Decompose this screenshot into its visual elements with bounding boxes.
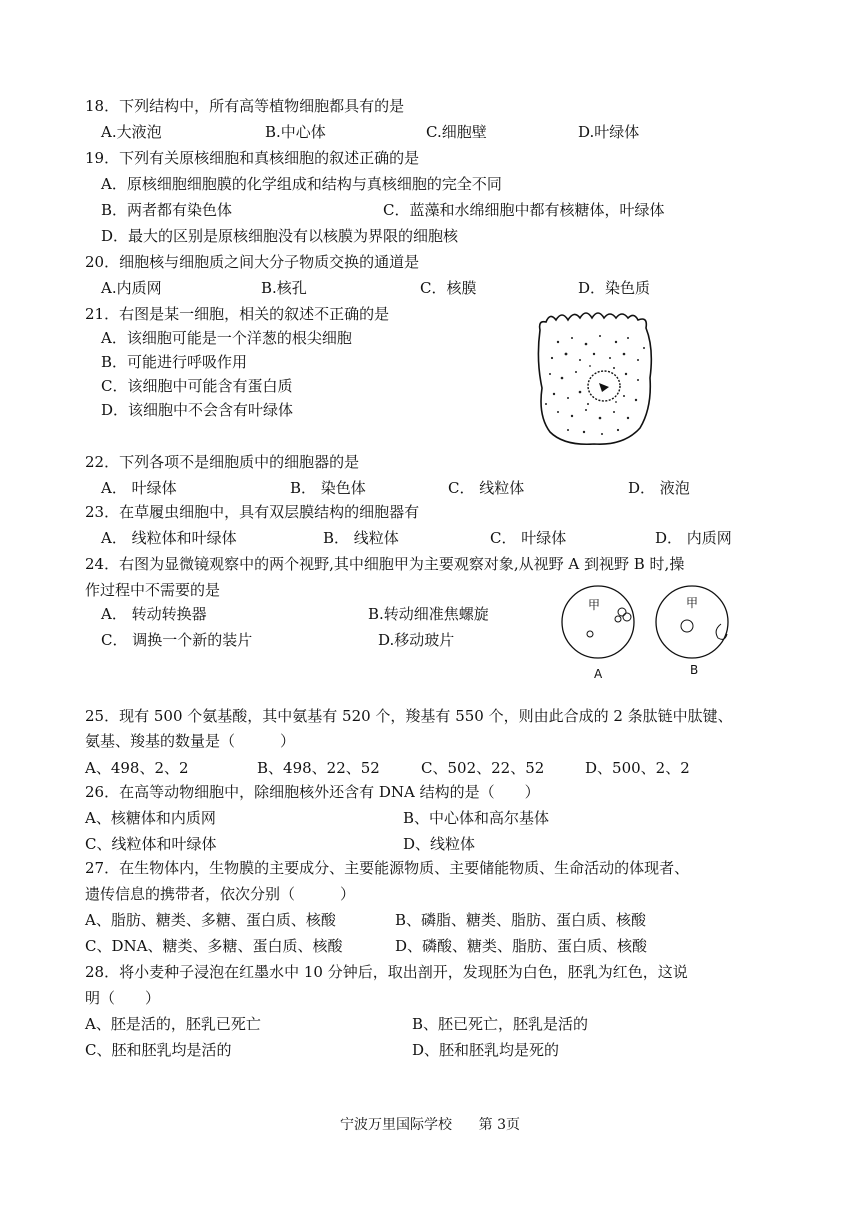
q28-option-b: B、胚已死亡，胚乳是活的 bbox=[412, 1015, 589, 1033]
q27-option-b: B、磷脂、糖类、脂肪、蛋白质、核酸 bbox=[395, 911, 647, 929]
q21-option-c: C．该细胞中可能含有蛋白质 bbox=[101, 377, 293, 395]
q24-stem-line2: 作过程中不需要的是 bbox=[85, 581, 221, 599]
q21-option-b: B．可能进行呼吸作用 bbox=[101, 353, 248, 371]
q28-option-d: D、胚和胚乳均是死的 bbox=[412, 1041, 560, 1059]
q27-option-c: C、DNA、糖类、多糖、蛋白质、核酸 bbox=[85, 937, 343, 955]
q20-option-c: C．核膜 bbox=[420, 279, 477, 297]
field-a-label: A bbox=[594, 667, 603, 681]
q27-option-a: A、脂肪、糖类、多糖、蛋白质、核酸 bbox=[85, 911, 336, 929]
q25-stem-line2: 氨基、羧基的数量是（ ） bbox=[85, 732, 296, 750]
q18-option-c: C.细胞壁 bbox=[426, 123, 487, 141]
q25-stem-line1: 25．现有 500 个氨基酸，其中氨基有 520 个，羧基有 550 个，则由此合成的 2 条肽链中肽键、 bbox=[85, 707, 733, 725]
field-b-label: B bbox=[690, 663, 699, 677]
q20-option-a: A.内质网 bbox=[101, 279, 162, 297]
q18-option-d: D.叶绿体 bbox=[578, 123, 640, 141]
field-b-cell-label: 甲 bbox=[686, 596, 699, 610]
q24-option-c: C． 调换一个新的装片 bbox=[101, 631, 253, 649]
footer-school: 宁波万里国际学校 bbox=[339, 1117, 452, 1133]
cell-figure bbox=[528, 308, 668, 448]
q26-option-a: A、核糖体和内质网 bbox=[85, 809, 216, 827]
q21-option-d: D．该细胞中不会含有叶绿体 bbox=[101, 401, 294, 419]
q22-option-c: C． 线粒体 bbox=[448, 479, 525, 497]
q23-stem: 23．在草履虫细胞中，具有双层膜结构的细胞器有 bbox=[85, 503, 420, 521]
q28-stem-line2: 明（ ） bbox=[85, 989, 161, 1007]
q26-stem: 26．在高等动物细胞中，除细胞核外还含有 DNA 结构的是（ ） bbox=[85, 783, 540, 801]
q19-stem: 19．下列有关原核细胞和真核细胞的叙述正确的是 bbox=[85, 149, 420, 167]
q19-option-d: D．最大的区别是原核细胞没有以核膜为界限的细胞核 bbox=[101, 227, 459, 245]
q25-option-d: D、500、2、2 bbox=[585, 759, 690, 777]
q25-option-a: A、498、2、2 bbox=[85, 759, 189, 777]
q28-option-a: A、胚是活的，胚乳已死亡 bbox=[85, 1015, 261, 1033]
q23-option-c: C． 叶绿体 bbox=[490, 529, 567, 547]
q22-option-b: B． 染色体 bbox=[290, 479, 366, 497]
q22-option-a: A． 叶绿体 bbox=[101, 479, 177, 497]
q24-option-a: A． 转动转换器 bbox=[101, 605, 207, 623]
q19-option-a: A．原核细胞细胞膜的化学组成和结构与真核细胞的完全不同 bbox=[101, 175, 502, 193]
q20-option-d: D．染色质 bbox=[578, 279, 651, 297]
page-footer bbox=[0, 1114, 860, 1134]
q27-option-d: D、磷酸、糖类、脂肪、蛋白质、核酸 bbox=[395, 937, 648, 955]
q18-option-a: A.大液泡 bbox=[101, 123, 162, 141]
q21-option-a: A．该细胞可能是一个洋葱的根尖细胞 bbox=[101, 329, 352, 347]
q28-option-c: C、胚和胚乳均是活的 bbox=[85, 1041, 232, 1059]
q23-option-b: B． 线粒体 bbox=[323, 529, 399, 547]
q25-option-b: B、498、22、52 bbox=[257, 759, 380, 777]
footer-page-number: 第 3页 bbox=[478, 1117, 521, 1133]
q22-option-d: D． 液泡 bbox=[628, 479, 690, 497]
field-a-cell-label: 甲 bbox=[588, 598, 601, 612]
q26-option-c: C、线粒体和叶绿体 bbox=[85, 835, 217, 853]
q26-option-d: D、线粒体 bbox=[403, 835, 476, 853]
q24-option-b: B.转动细准焦螺旋 bbox=[368, 605, 489, 623]
q28-stem-line1: 28．将小麦种子浸泡在红墨水中 10 分钟后，取出剖开，发现胚为白色，胚乳为红色，这说 bbox=[85, 963, 688, 981]
q25-option-c: C、502、22、52 bbox=[421, 759, 545, 777]
q23-option-d: D． 内质网 bbox=[655, 529, 732, 547]
q19-option-b: B．两者都有染色体 bbox=[101, 201, 233, 219]
q22-stem: 22．下列各项不是细胞质中的细胞器的是 bbox=[85, 453, 360, 471]
q27-stem-line2: 遗传信息的携带者，依次分别（ ） bbox=[85, 885, 356, 903]
q20-option-b: B.核孔 bbox=[261, 279, 307, 297]
q27-stem-line1: 27．在生物体内，生物膜的主要成分、主要能源物质、主要储能物质、生命活动的体现者、 bbox=[85, 859, 690, 877]
q23-option-a: A． 线粒体和叶绿体 bbox=[101, 529, 237, 547]
q21-stem: 21．右图是某一细胞，相关的叙述不正确的是 bbox=[85, 305, 390, 323]
q24-option-d: D.移动玻片 bbox=[378, 631, 455, 649]
q18-option-b: B.中心体 bbox=[265, 123, 326, 141]
q26-option-b: B、中心体和高尔基体 bbox=[403, 809, 550, 827]
q24-stem-line1: 24．右图为显微镜观察中的两个视野,其中细胞甲为主要观察对象,从视野 A 到视野 B 时,操 bbox=[85, 555, 685, 573]
q19-option-c: C．蓝藻和水绵细胞中都有核糖体，叶绿体 bbox=[383, 201, 665, 219]
q18-stem: 18．下列结构中，所有高等植物细胞都具有的是 bbox=[85, 97, 405, 115]
q20-stem: 20．细胞核与细胞质之间大分子物质交换的通道是 bbox=[85, 253, 420, 271]
